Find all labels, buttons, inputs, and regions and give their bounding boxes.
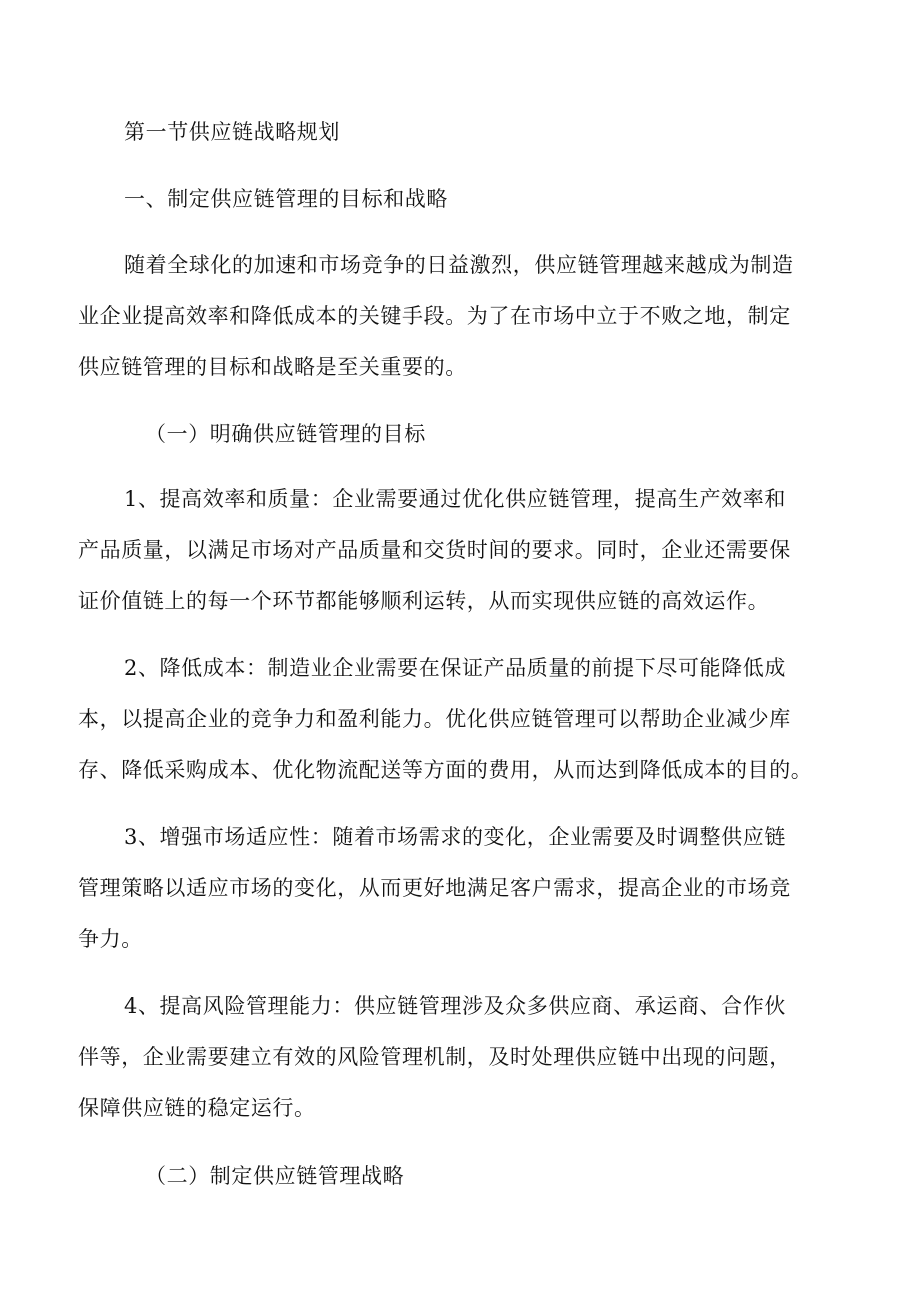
item3-line-3: 争力。 [78,927,143,951]
item4-line-1: 4、提高风险管理能力：供应链管理涉及众多供应商、承运商、合作伙 [124,994,786,1018]
item1-line-1: 1、提高效率和质量：企业需要通过优化供应链管理，提高生产效率和 [124,487,786,511]
intro-line-1: 随着全球化的加速和市场竞争的日益激烈，供应链管理越来越成为制造 [124,253,794,277]
intro-line-2: 业企业提高效率和降低成本的关键手段。为了在市场中立于不败之地，制定 [78,304,791,328]
item1-line-3: 证价值链上的每一个环节都能够顺利运转，从而实现供应链的高效运作。 [78,589,770,613]
item2-line-2: 本，以提高企业的竞争力和盈利能力。优化供应链管理可以帮助企业减少库 [78,707,791,731]
section-title: 第一节供应链战略规划 [124,120,340,144]
item3-line-1: 3、增强市场适应性：随着市场需求的变化，企业需要及时调整供应链 [124,825,786,849]
item2-line-3: 存、降低采购成本、优化物流配送等方面的费用，从而达到降低成本的目的。 [78,758,813,782]
sub-heading-strategy: （二）制定供应链管理战略 [145,1164,405,1188]
item2-line-1: 2、降低成本：制造业企业需要在保证产品质量的前提下尽可能降低成 [124,656,786,680]
heading-goals-strategy: 一、制定供应链管理的目标和战略 [124,187,448,211]
intro-line-3: 供应链管理的目标和战略是至关重要的。 [78,355,467,379]
sub-heading-goals: （一）明确供应链管理的目标 [145,422,426,446]
item4-line-3: 保障供应链的稳定运行。 [78,1096,316,1120]
item1-line-2: 产品质量，以满足市场对产品质量和交货时间的要求。同时，企业还需要保 [78,538,791,562]
item4-line-2: 伴等，企业需要建立有效的风险管理机制，及时处理供应链中出现的问题， [78,1045,791,1069]
item3-line-2: 管理策略以适应市场的变化，从而更好地满足客户需求，提高企业的市场竞 [78,876,791,900]
